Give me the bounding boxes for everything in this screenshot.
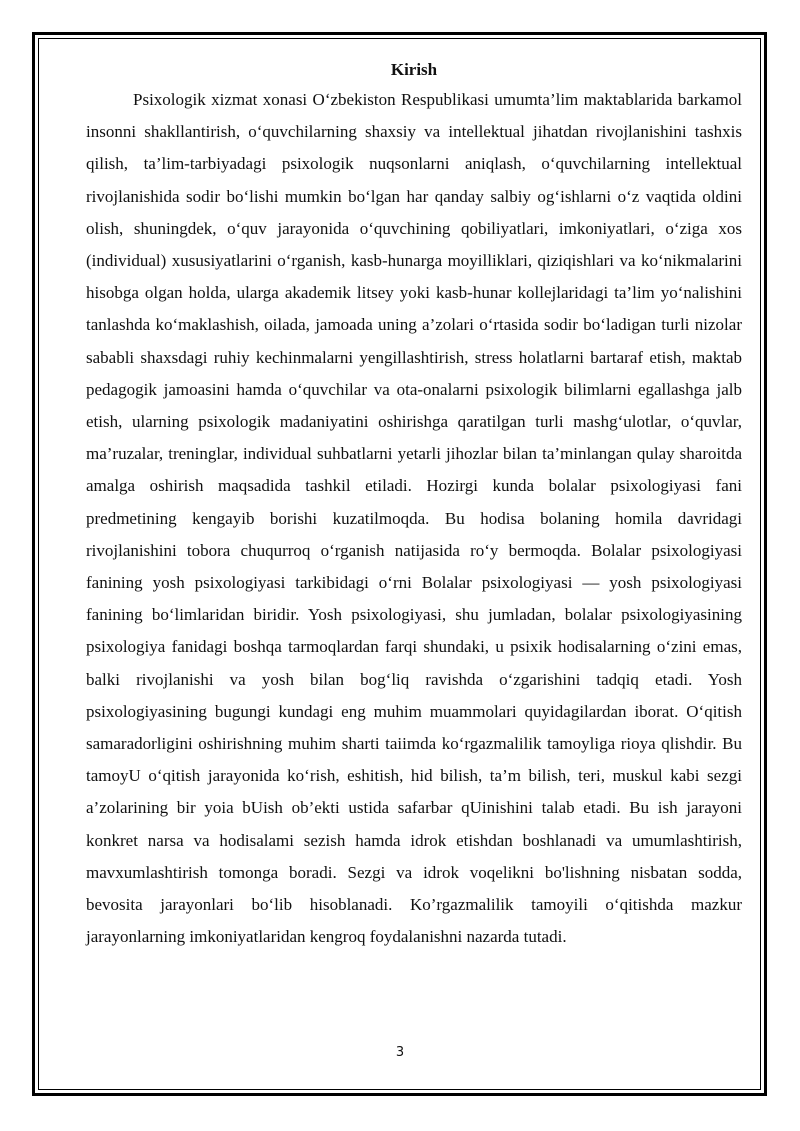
page-number: 3: [395, 1045, 405, 1060]
document-body: [86, 56, 742, 953]
main-paragraph: Psixologik xizmat xonasi O‘zbekiston Respublikasi umumta’lim maktablarida barkamol insonni shakllantirish, o‘quvchilarning shaxsiy va intellektual jihatdan rivojlanishini tashxis qilish, ta’lim-tarbiyadagi psixologik nuqsonlarni aniqlash, o‘quvchilarning intellektual rivojlanishida sodir bo‘lishi mumkin bo‘lgan har qanday salbiy og‘ishlarni o‘z vaqtida oldini olish, shuningdek, o‘quv jarayonida o‘quvchining qobiliyatlari, imkoniyatlari, o‘ziga xos (individual) xususiyatlarini o‘rganish, kasb-hunarga moyilliklari, qiziqishlari va ko‘nikmalarini hisobga olgan holda, ularga akademik litsey yoki kasb-hunar kollejlaridagi ta’lim yo‘nalishini tanlashda ko‘maklashish, oilada, jamoada uning a’zolari o‘rtasida sodir bo‘ladigan turli nizolar sababli shaxsdagi ruhiy kechinmalarni yengillashtirish, stress holatlarni bartaraf etish, maktab pedagogik jamoasini hamda o‘quvchilar va ota-onalarni psixologik bilimlarni egallashga jalb etish, ularning psixologik madaniyatini oshirishga qaratilgan turli mashg‘ulotlar, o‘quvlar, ma’ruzalar, treninglar, individual suhbatlarni yetarli jihozlar bilan ta’minlangan qulay sharoitda amalga oshirish maqsadida tashkil etiladi. Hozirgi kunda bolalar psixologiyasi fani predmetining kengayib borishi kuzatilmoqda. Bu hodisa bolaning homila davridagi rivojlanishini tobora chuqurroq o‘rganish natijasida ro‘y bermoqda. Bolalar psixologiyasi fanining yosh psixologiyasi tarkibidagi o‘rni Bolalar psixologiyasi — yosh psixologiyasi fanining bo‘limlaridan biridir. Yosh psixologiyasi, shu jumladan, bolalar psixologiyasining psixologiya fanidagi boshqa tarmoqlardan farqi shundaki, u psixik hodisalarning o‘zini emas, balki rivojlanishi va yosh bilan bog‘liq ravishda o‘zgarishini tadqiq etadi. Yosh psixologiyasining bugungi kundagi eng muhim muammolari quyidagilardan iborat. O‘qitish samaradorligini oshirishning muhim sharti taiimda ko‘rgazmalilik tamoyliga rioya qlishdir. Bu tamoyU o‘qitish jarayonida ko‘rish, eshitish, hid bilish, ta’m bilish, teri, muskul kabi sezgi a’zolarining bir yoia bUish ob’ekti ustida safarbar qUinishini talab etadi. Bu ish jarayoni konkret narsa va hodisalami sezish hamda idrok etishdan boshlanadi va umumlashtirish, mavxumlashtirish tomonga boradi. Sezgi va idrok voqelikni bo'lishning nisbatan sodda, bevosita jarayonlari bo‘lib hisoblanadi. Ko’rgazmalilik tamoyili o‘qitishda mazkur jarayonlarning imkoniyatlaridan kengroq foydalanishni nazarda tutadi.: [86, 90, 742, 947]
page-title: Kirish: [390, 60, 438, 79]
